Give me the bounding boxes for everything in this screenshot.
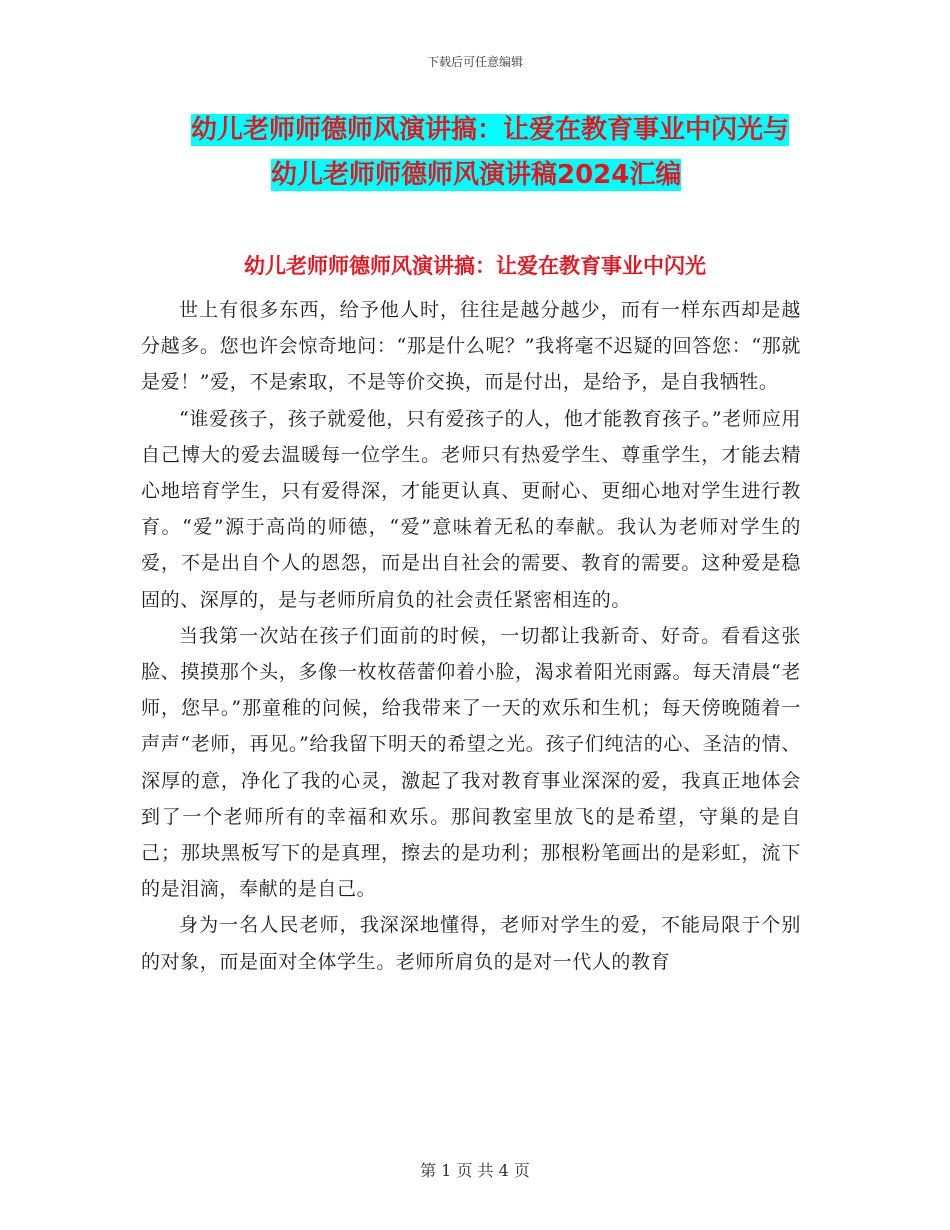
body-paragraph-1: 世上有很多东西，给予他人时，往往是越分越少，而有一样东西却是越分越多。您也许会惊奇地问：“那是什么呢？”我将毫不迟疑的回答您：“那就是爱！”爱，不是索取，不是等价交换，而是付出，是给予，是自我牺牲。 bbox=[141, 299, 801, 394]
section-heading: 幼儿老师师德师风演讲搞：让爱在教育事业中闪光 bbox=[244, 254, 706, 278]
page-header-note: 下载后可任意编辑 bbox=[426, 55, 523, 69]
document-title-line-1-text: 幼儿老师师德师风演讲搞：让爱在教育事业中闪光与 bbox=[191, 115, 790, 145]
document-title-line-1 bbox=[0, 113, 950, 147]
page-footer: 第 1 页 共 4 页 bbox=[420, 1161, 530, 1180]
body-paragraph-2: “谁爱孩子，孩子就爱他，只有爱孩子的人，他才能教育孩子。”老师应用自己博大的爱去温暖每一位学生。老师只有热爱学生、尊重学生，才能去精心地培育学生，只有爱得深，才能更认真、更耐心、更细心地对学生进行教育。“爱”源于高尚的师德，“爱”意味着无私的奉献。我认为老师对学生的爱，不是出自个人的恩怨，而是出自社会的需要、教育的需要。这种爱是稳固的、深厚的，是与老师所肩负的社会责任紧密相连的。 bbox=[141, 407, 801, 611]
document-body bbox=[141, 292, 801, 980]
body-paragraph-4: 身为一名人民老师，我深深地懂得，老师对学生的爱，不能局限于个别的对象，而是面对全体学生。老师所肩负的是对一代人的教育 bbox=[141, 914, 801, 973]
document-title-line-2-text: 幼儿老师师德师风演讲稿2024汇编 bbox=[271, 160, 682, 190]
document-title-line-2 bbox=[0, 158, 950, 192]
body-paragraph-3: 当我第一次站在孩子们面前的时候，一切都让我新奇、好奇。看看这张脸、摸摸那个头，多像一枚枚蓓蕾仰着小脸，渴求着阳光雨露。每天清晨“老师，您早。”那童稚的问候，给我带来了一天的欢乐和生机；每天傍晚随着一声声“老师，再见。”给我留下明天的希望之光。孩子们纯洁的心、圣洁的情、深厚的意，净化了我的心灵，激起了我对教育事业深深的爱，我真正地体会到了一个老师所有的幸福和欢乐。那间教室里放飞的是希望，守巢的是自己；那块黑板写下的是真理，擦去的是功利；那根粉笔画出的是彩虹，流下的是泪滴，奉献的是自己。 bbox=[141, 624, 801, 901]
